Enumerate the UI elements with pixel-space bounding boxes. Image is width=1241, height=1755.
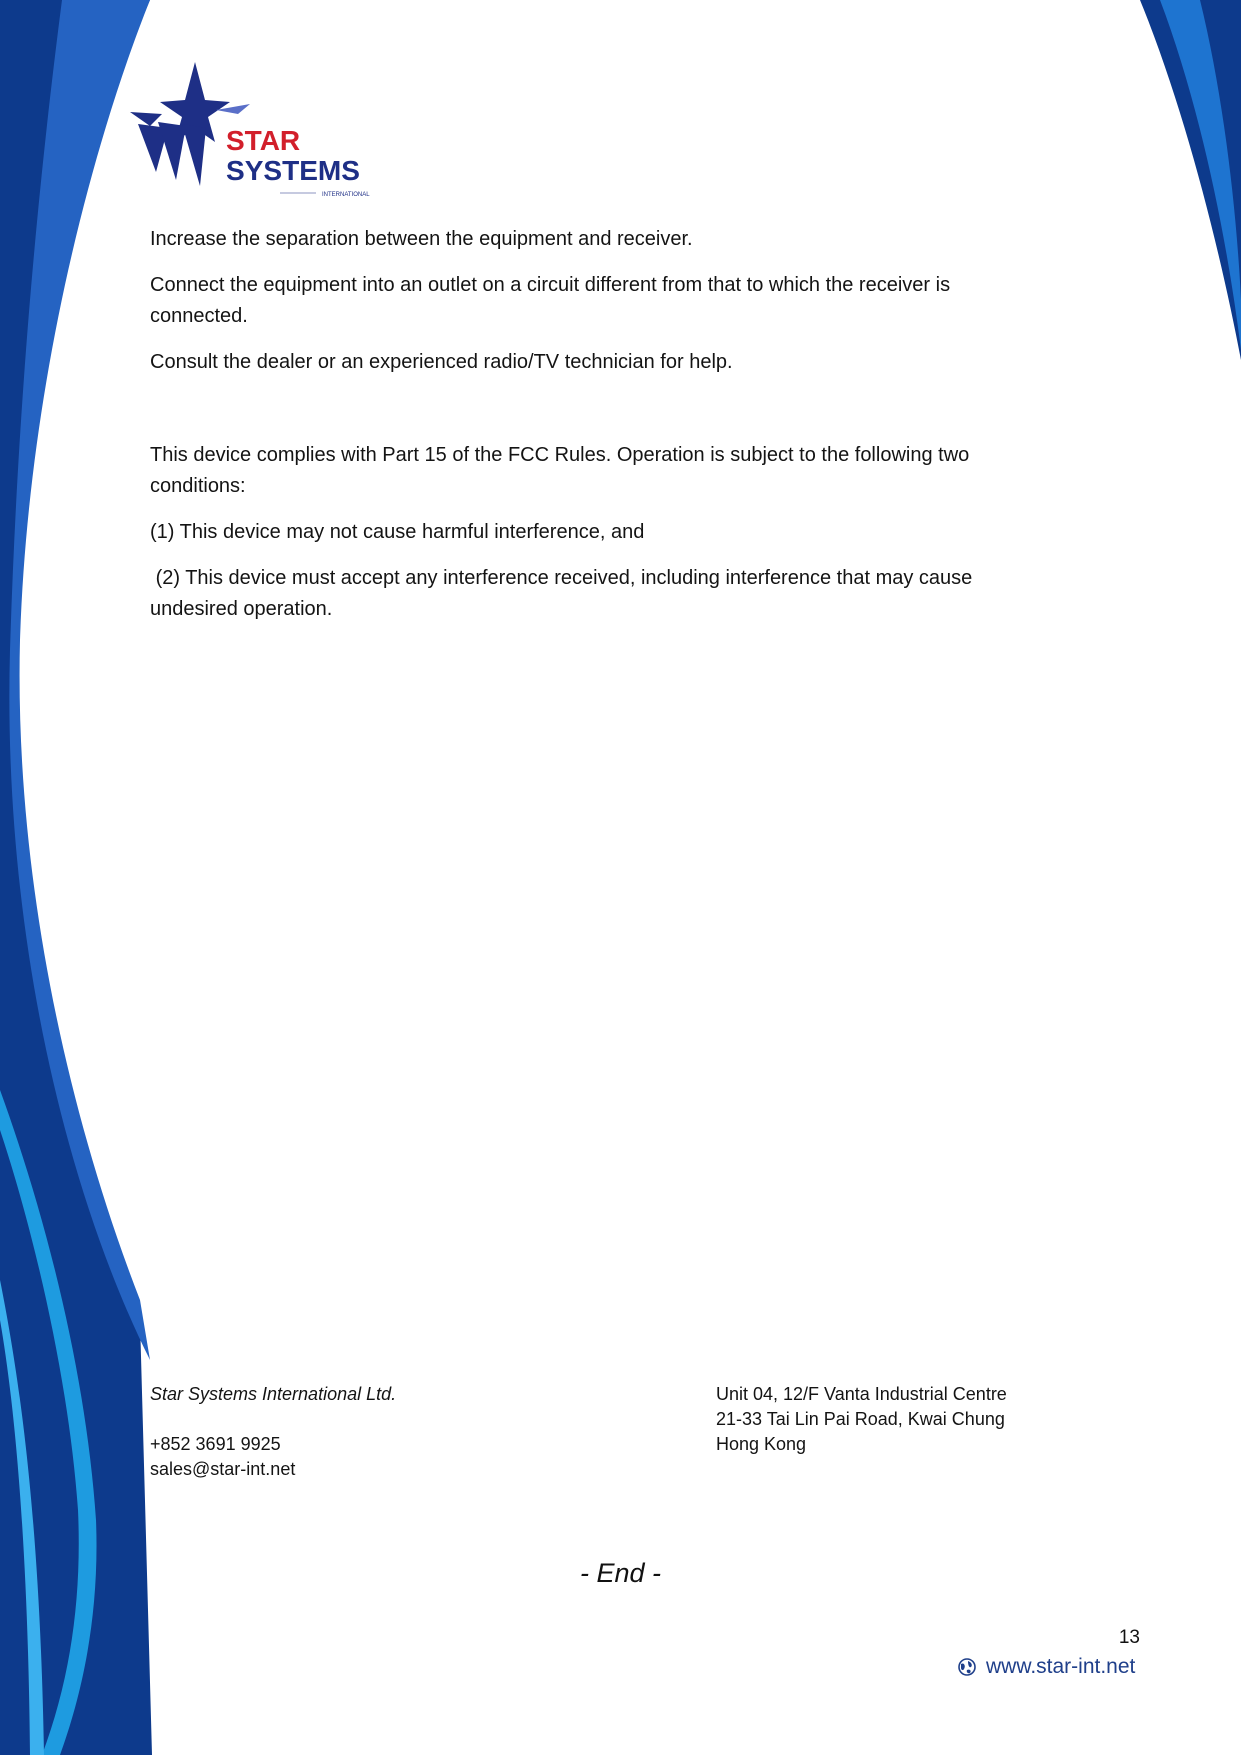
document-body <box>150 224 1050 640</box>
footer-address-line2: 21-33 Tai Lin Pai Road, Kwai Chung <box>716 1409 1005 1429</box>
logo-star-text: STAR <box>226 125 301 156</box>
paragraph-condition-2: (2) This device must accept any interference received, including interference that may cause undesired operation. <box>150 567 978 620</box>
footer-phone: +852 3691 9925 <box>150 1434 281 1454</box>
globe-icon <box>958 1658 976 1676</box>
company-logo <box>120 62 390 202</box>
footer-address <box>716 1382 1096 1457</box>
footer-address-line1: Unit 04, 12/F Vanta Industrial Centre <box>716 1384 1007 1404</box>
footer-contact <box>150 1382 530 1482</box>
footer-address-line3: Hong Kong <box>716 1434 807 1454</box>
footer-email[interactable]: sales@star-int.net <box>150 1459 296 1479</box>
paragraph-condition-1: (1) This device may not cause harmful interference, and <box>150 521 645 543</box>
page-number: 13 <box>1118 1627 1140 1648</box>
logo-systems-text: SYSTEMS <box>226 155 360 186</box>
website-link[interactable] <box>958 1655 1148 1679</box>
paragraph-outlet: Connect the equipment into an outlet on a circuit different from that to which the receiver is connected. <box>150 274 951 327</box>
paragraph-fcc-compliance: This device complies with Part 15 of the FCC Rules. Operation is subject to the following two conditions: <box>150 444 970 497</box>
logo-international-text: INTERNATIONAL <box>322 192 370 198</box>
paragraph-separation: Increase the separation between the equipment and receiver. <box>150 228 693 250</box>
paragraph-consult: Consult the dealer or an experienced radio/TV technician for help. <box>150 351 733 373</box>
end-marker: - End - <box>579 1558 662 1588</box>
website-url: www.star-int.net <box>986 1655 1136 1678</box>
footer-company-name: Star Systems International Ltd. <box>150 1384 397 1404</box>
